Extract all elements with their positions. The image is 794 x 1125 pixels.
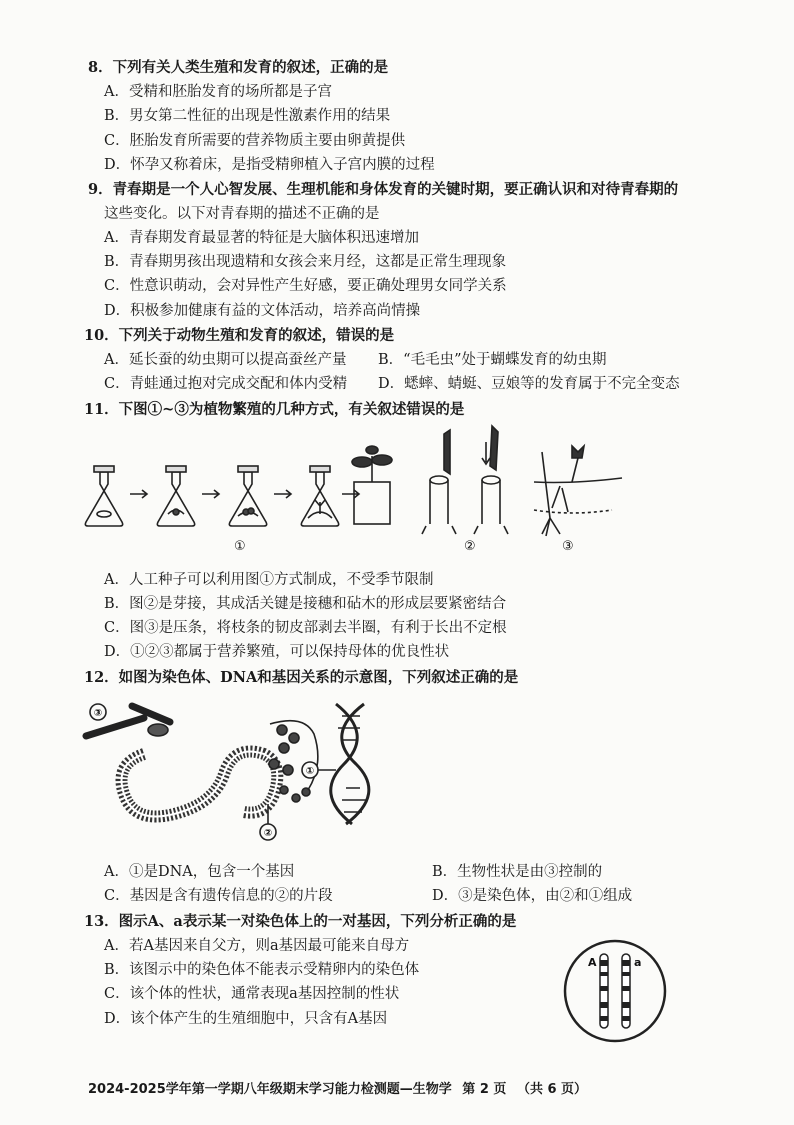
seedling-pot-icon xyxy=(352,446,392,524)
question-8-stem: 8．下列有关人类生殖和发育的叙述，正确的是 xyxy=(88,59,389,76)
question-12-option-c: C．基因是含有遗传信息的②的片段 xyxy=(104,888,333,904)
footer-total-pages: （共 6 页） xyxy=(516,1082,588,1097)
figure-label-3: ③ xyxy=(562,539,574,554)
question-8-option-a: A．受精和胚胎发育的场所都是子宫 xyxy=(104,84,332,100)
page-footer xyxy=(88,1078,728,1097)
question-11-option-b: B．图②是芽接，其成活关键是接穗和砧木的形成层要紧密结合 xyxy=(104,596,507,612)
question-12-option-b: B．生物性状是由③控制的 xyxy=(432,864,603,880)
figure-label-1: ① xyxy=(234,539,246,554)
question-8-option-c: C．胚胎发育所需要的营养物质主要由卵黄提供 xyxy=(104,133,406,149)
question-9-stem-line2: 这些变化。以下对青春期的描述不正确的是 xyxy=(104,206,380,222)
question-13-option-d: D．该个体产生的生殖细胞中，只含有A基因 xyxy=(104,1011,388,1027)
question-12-option-d: D．③是染色体，由②和①组成 xyxy=(432,888,633,904)
flask-icon xyxy=(85,466,122,526)
plant-propagation-figure xyxy=(72,422,632,562)
gene-label-a: a xyxy=(634,956,642,969)
layering-icon xyxy=(534,446,622,536)
flask-icon xyxy=(301,466,338,526)
question-10-option-b: B．“毛毛虫”处于蝴蝶发育的幼虫期 xyxy=(378,352,607,368)
footer-title: 2024-2025学年第一学期八年级期末学习能力检测题—生物学 xyxy=(88,1082,452,1097)
figure-label-2: ② xyxy=(263,828,273,839)
question-11-option-c: C．图③是压条，将枝条的韧皮部剥去半圈，有利于长出不定根 xyxy=(104,620,507,636)
question-10-option-c: C．青蛙通过抱对完成交配和体内受精 xyxy=(104,376,348,392)
question-11-stem: 11．下图①~③为植物繁殖的几种方式，有关叙述错误的是 xyxy=(84,401,465,418)
question-11-option-a: A．人工种子可以利用图①方式制成，不受季节限制 xyxy=(104,572,434,588)
question-11-option-d: D．①②③都属于营养繁殖，可以保持母体的优良性状 xyxy=(104,644,450,660)
chromosome-left xyxy=(600,954,608,1028)
chromosome-right xyxy=(622,954,630,1028)
flask-icon xyxy=(157,466,194,526)
question-10-option-d: D．蟋蟀、蜻蜓、豆娘等的发育属于不完全变态 xyxy=(378,376,680,392)
gene-label-A: A xyxy=(588,956,597,969)
cell-chromosome-figure xyxy=(560,936,670,1046)
question-13-option-a: A．若A基因来自父方，则a基因最可能来自母方 xyxy=(104,938,410,954)
question-12-stem: 12．如图为染色体、DNA和基因关系的示意图，下列叙述正确的是 xyxy=(84,669,519,686)
chromosome-dna-gene-figure xyxy=(74,694,414,844)
question-9-stem-line1: 9．青春期是一个人心智发展、生理机能和身体发育的关键时期，要正确认识和对待青春期的 xyxy=(88,181,679,198)
question-13-option-c: C．该个体的性状，通常表现a基因控制的性状 xyxy=(104,986,400,1002)
question-10-stem: 10．下列关于动物生殖和发育的叙述，错误的是 xyxy=(84,327,395,344)
figure-label-3: ③ xyxy=(93,708,103,719)
question-9-option-b: B．青春期男孩出现遗精和女孩会来月经，这都是正常生理现象 xyxy=(104,254,507,270)
flask-icon xyxy=(229,466,266,526)
figure-label-1: ① xyxy=(305,766,315,777)
question-10-option-a: A．延长蚕的幼虫期可以提高蚕丝产量 xyxy=(104,352,347,368)
footer-page-number: 第 2 页 xyxy=(462,1082,507,1097)
figure-label-2: ② xyxy=(464,539,476,554)
question-9-option-c: C．性意识萌动，会对异性产生好感，要正确处理男女同学关系 xyxy=(104,278,507,294)
question-9-option-a: A．青春期发育最显著的特征是大脑体积迅速增加 xyxy=(104,230,419,246)
question-8-option-d: D．怀孕又称着床，是指受精卵植入子宫内膜的过程 xyxy=(104,157,435,173)
grafting-icon xyxy=(422,426,508,534)
question-9-option-d: D．积极参加健康有益的文体活动，培养高尚情操 xyxy=(104,303,421,319)
question-13-option-b: B．该图示中的染色体不能表示受精卵内的染色体 xyxy=(104,962,420,978)
question-8-option-b: B．男女第二性征的出现是性激素作用的结果 xyxy=(104,108,391,124)
question-12-option-a: A．①是DNA，包含一个基因 xyxy=(104,864,295,880)
question-13-stem: 13．图示A、a表示某一对染色体上的一对基因，下列分析正确的是 xyxy=(84,913,517,930)
